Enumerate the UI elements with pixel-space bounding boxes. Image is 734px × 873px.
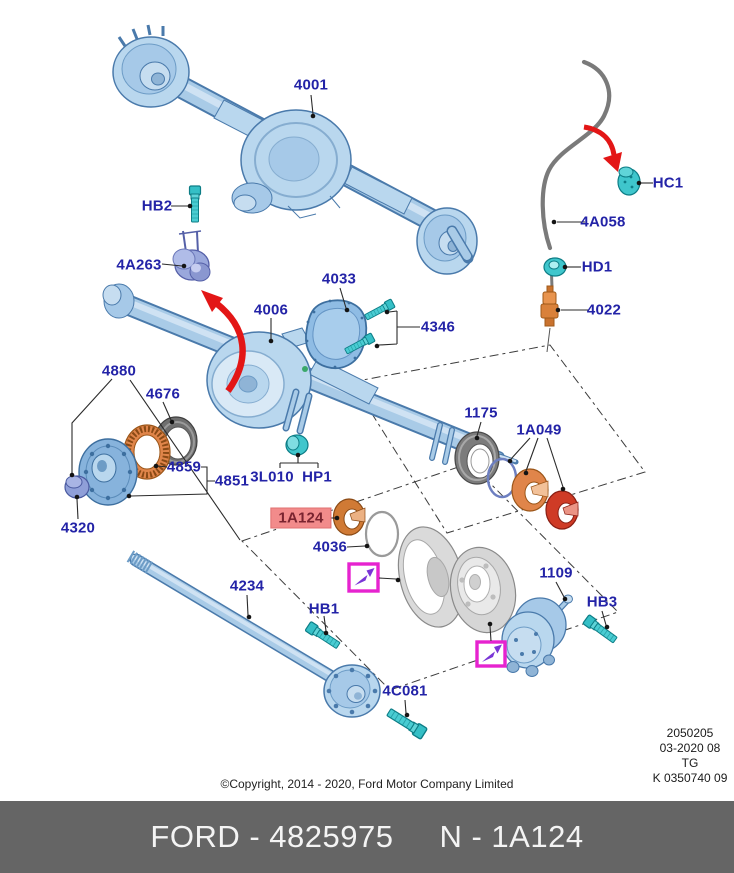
part-label-1109[interactable]: 1109 bbox=[539, 564, 573, 582]
diff-cover-4033 bbox=[306, 300, 367, 369]
part-label-4033[interactable]: 4033 bbox=[321, 270, 357, 288]
vent-cap-hc1 bbox=[618, 167, 640, 195]
part-label-4a058[interactable]: 4A058 bbox=[580, 213, 626, 231]
note-callout-box bbox=[477, 642, 505, 666]
part-label-hb3[interactable]: HB3 bbox=[586, 593, 618, 611]
catalog-number: FORD - 4825975 bbox=[150, 819, 394, 854]
info-line: 2050205 bbox=[666, 726, 714, 740]
part-label-1a049[interactable]: 1A049 bbox=[516, 421, 562, 439]
fitting-4022 bbox=[541, 286, 558, 326]
part-label-4859[interactable]: 4859 bbox=[166, 458, 202, 476]
part-label-4a263[interactable]: 4A263 bbox=[116, 256, 162, 274]
info-line: TG bbox=[681, 756, 699, 770]
part-label-4320[interactable]: 4320 bbox=[60, 519, 96, 537]
bolt-4c081 bbox=[386, 707, 428, 740]
part-label-4346[interactable]: 4346 bbox=[420, 318, 456, 336]
info-line: K 0350740 09 bbox=[652, 771, 728, 785]
plug-3l010 bbox=[286, 435, 308, 455]
bolt-hb3 bbox=[583, 615, 619, 645]
part-label-4022[interactable]: 4022 bbox=[586, 301, 622, 319]
part-label-1175[interactable]: 1175 bbox=[464, 404, 498, 422]
part-label-hp1[interactable]: HP1 bbox=[302, 468, 332, 486]
bolt-hb2 bbox=[190, 186, 201, 222]
part-label-3l010[interactable]: 3L010 bbox=[250, 468, 294, 486]
part-label-4851[interactable]: 4851 bbox=[214, 472, 250, 490]
part-label-1a124[interactable]: 1A124 bbox=[270, 508, 331, 529]
oring-4036 bbox=[366, 512, 398, 556]
copyright-text: ©Copyright, 2014 - 2020, Ford Motor Company Limited bbox=[220, 777, 514, 791]
sensor-4a263 bbox=[173, 231, 210, 281]
part-label-hb2[interactable]: HB2 bbox=[141, 197, 173, 215]
part-label-hb1[interactable]: HB1 bbox=[308, 600, 340, 618]
part-label-4676[interactable]: 4676 bbox=[145, 385, 181, 403]
seal-1a049-red bbox=[546, 491, 578, 529]
part-label-hc1[interactable]: HC1 bbox=[652, 174, 684, 192]
part-label-4001[interactable]: 4001 bbox=[293, 76, 329, 94]
part-label-4006[interactable]: 4006 bbox=[253, 301, 289, 319]
info-line: 03-2020 08 bbox=[659, 741, 721, 755]
axle-assembly-4001 bbox=[113, 25, 477, 274]
part-label-4880[interactable]: 4880 bbox=[101, 362, 137, 380]
part-label-4c081[interactable]: 4C081 bbox=[382, 682, 428, 700]
part-basic-number: N - 1A124 bbox=[439, 819, 584, 854]
seal-1a049-orange bbox=[512, 469, 548, 511]
info-block bbox=[634, 726, 734, 786]
part-label-hd1[interactable]: HD1 bbox=[581, 258, 613, 276]
part-label-4036[interactable]: 4036 bbox=[312, 538, 348, 556]
catalog-footer-bar bbox=[0, 801, 734, 873]
part-label-4234[interactable]: 4234 bbox=[229, 577, 265, 595]
note-callout-box bbox=[349, 564, 378, 591]
